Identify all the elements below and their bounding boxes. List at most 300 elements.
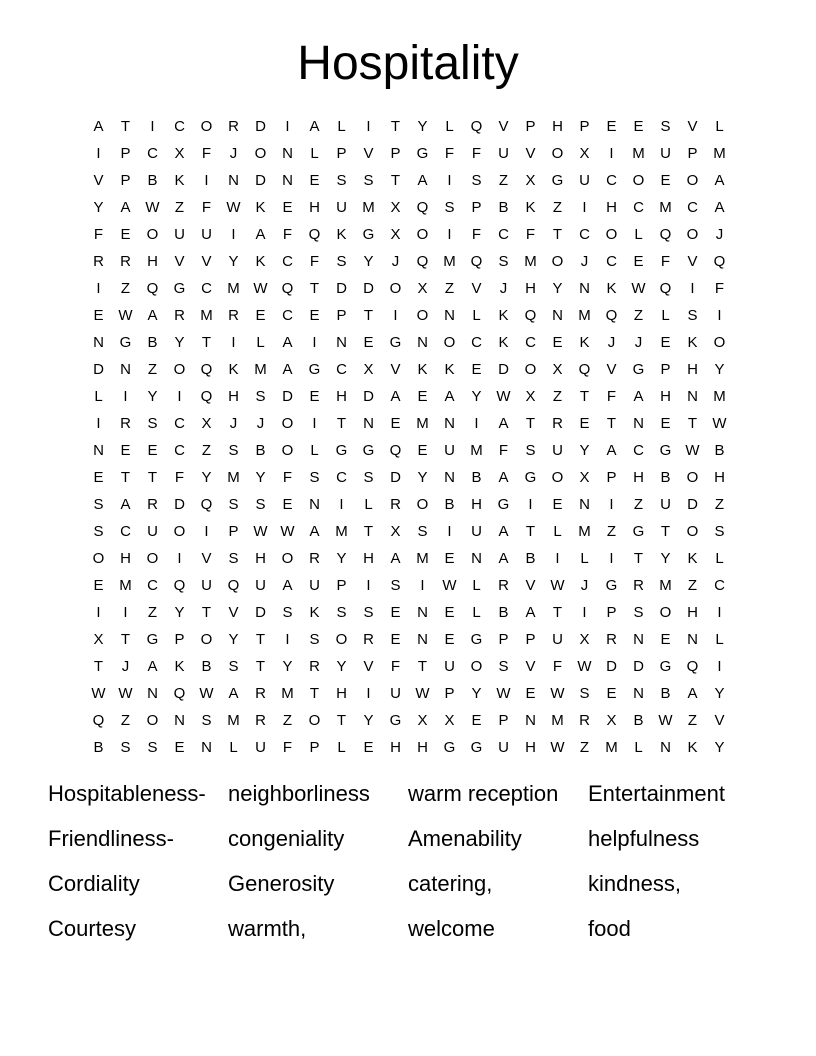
grid-letter: H <box>687 361 698 378</box>
grid-letter: K <box>309 604 320 621</box>
grid-letter: S <box>93 523 104 540</box>
grid-letter: C <box>687 199 698 216</box>
grid-letter: Q <box>200 496 213 513</box>
grid-letter: N <box>552 307 563 324</box>
grid-letter: O <box>281 415 294 432</box>
grid-letter: L <box>337 118 346 135</box>
grid-letter: S <box>228 550 239 567</box>
grid-letter: I <box>312 334 317 351</box>
grid-letter: V <box>174 253 185 270</box>
grid-letter: P <box>471 199 482 216</box>
grid-letter: A <box>309 523 320 540</box>
grid-letter: L <box>256 334 265 351</box>
grid-letter: L <box>580 550 589 567</box>
grid-letter: N <box>282 172 293 189</box>
grid-letter: G <box>362 442 375 459</box>
grid-letter: O <box>551 253 564 270</box>
grid-letter: E <box>660 172 671 189</box>
grid-letter: C <box>147 577 158 594</box>
grid-letter: E <box>660 415 671 432</box>
grid-letter: C <box>579 226 590 243</box>
grid-letter: P <box>687 145 698 162</box>
grid-letter: K <box>174 658 185 675</box>
grid-letter: O <box>551 145 564 162</box>
grid-letter: I <box>474 415 479 432</box>
grid-letter: G <box>470 631 483 648</box>
grid-letter: Q <box>605 307 618 324</box>
grid-letter: K <box>336 226 347 243</box>
grid-letter: Y <box>660 550 671 567</box>
grid-letter: U <box>444 442 455 459</box>
grid-letter: B <box>525 550 536 567</box>
grid-letter: D <box>255 172 266 189</box>
grid-letter: M <box>578 523 591 540</box>
grid-letter: M <box>551 712 564 729</box>
grid-letter: H <box>525 280 536 297</box>
grid-letter: J <box>229 145 238 162</box>
grid-letter: W <box>631 280 646 297</box>
grid-letter: F <box>282 469 293 486</box>
grid-letter: O <box>146 550 159 567</box>
grid-letter: M <box>335 523 348 540</box>
grid-letter: E <box>120 226 131 243</box>
grid-letter: Y <box>552 280 563 297</box>
grid-letter: M <box>200 307 213 324</box>
grid-letter: L <box>715 118 724 135</box>
grid-letter: T <box>417 658 428 675</box>
grid-letter: R <box>390 496 401 513</box>
grid-letter: R <box>120 415 131 432</box>
grid-letter: I <box>366 577 371 594</box>
grid-letter: E <box>93 469 104 486</box>
grid-letter: E <box>255 307 266 324</box>
grid-letter: D <box>633 658 644 675</box>
grid-letter: P <box>174 631 185 648</box>
grid-letter: W <box>253 523 268 540</box>
grid-row <box>85 599 733 626</box>
grid-letter: O <box>146 712 159 729</box>
grid-letter: J <box>634 334 643 351</box>
grid-letter: C <box>282 253 293 270</box>
grid-letter: F <box>471 226 482 243</box>
grid-letter: O <box>308 712 321 729</box>
grid-letter: E <box>660 631 671 648</box>
grid-letter: H <box>660 388 671 405</box>
grid-letter: G <box>659 442 672 459</box>
grid-letter: N <box>417 631 428 648</box>
grid-letter: F <box>552 658 563 675</box>
grid-letter: H <box>714 469 725 486</box>
grid-letter: I <box>366 685 371 702</box>
grid-letter: N <box>633 685 644 702</box>
grid-letter: V <box>525 658 536 675</box>
grid-letter: A <box>282 361 293 378</box>
grid-letter: F <box>498 442 509 459</box>
grid-letter: V <box>201 253 212 270</box>
grid-letter: O <box>389 280 402 297</box>
grid-letter: C <box>471 334 482 351</box>
grid-letter: I <box>717 307 722 324</box>
grid-letter: A <box>255 226 266 243</box>
grid-letter: U <box>498 145 509 162</box>
grid-letter: G <box>524 469 537 486</box>
grid-letter: G <box>605 577 618 594</box>
grid-letter: Q <box>578 361 591 378</box>
grid-letter: S <box>255 496 266 513</box>
grid-letter: V <box>363 145 374 162</box>
grid-letter: S <box>444 199 455 216</box>
grid-letter: P <box>336 145 347 162</box>
grid-letter: I <box>231 334 236 351</box>
grid-letter: V <box>390 361 401 378</box>
grid-letter: P <box>120 172 131 189</box>
grid-letter: J <box>229 415 238 432</box>
grid-letter: J <box>580 253 589 270</box>
grid-letter: T <box>336 415 347 432</box>
grid-letter: C <box>174 442 185 459</box>
grid-letter: X <box>390 226 401 243</box>
grid-letter: B <box>498 199 509 216</box>
grid-letter: A <box>120 199 131 216</box>
grid-letter: L <box>364 496 373 513</box>
grid-letter: O <box>416 226 429 243</box>
grid-letter: X <box>552 361 563 378</box>
grid-letter: D <box>282 388 293 405</box>
grid-letter: O <box>173 523 186 540</box>
grid-letter: C <box>633 442 644 459</box>
grid-letter: E <box>579 415 590 432</box>
grid-row <box>85 410 733 437</box>
grid-letter: Y <box>282 658 293 675</box>
grid-letter: I <box>177 550 182 567</box>
grid-letter: P <box>390 145 401 162</box>
grid-letter: S <box>201 712 212 729</box>
grid-letter: J <box>121 658 130 675</box>
grid-letter: Q <box>308 226 321 243</box>
grid-letter: E <box>444 550 455 567</box>
grid-row <box>85 626 733 653</box>
grid-letter: S <box>228 442 239 459</box>
grid-letter: Q <box>659 280 672 297</box>
grid-letter: E <box>282 199 293 216</box>
grid-letter: I <box>447 226 452 243</box>
grid-letter: S <box>417 523 428 540</box>
grid-letter: Y <box>417 118 428 135</box>
grid-letter: N <box>633 631 644 648</box>
grid-letter: W <box>91 685 106 702</box>
grid-letter: Z <box>687 712 698 729</box>
grid-letter: H <box>336 388 347 405</box>
grid-letter: S <box>93 496 104 513</box>
grid-letter: T <box>390 172 401 189</box>
grid-letter: S <box>498 253 509 270</box>
grid-letter: Y <box>336 658 347 675</box>
grid-letter: I <box>312 415 317 432</box>
grid-letter: K <box>255 253 266 270</box>
grid-letter: B <box>633 712 644 729</box>
word-list-item: Courtesy <box>48 916 137 941</box>
grid-letter: D <box>363 388 374 405</box>
grid-letter: Q <box>470 118 483 135</box>
word-list-row <box>48 821 788 866</box>
grid-letter: W <box>550 685 565 702</box>
word-list-item: warmth, <box>228 916 307 941</box>
grid-letter: V <box>525 145 536 162</box>
grid-letter: R <box>147 496 158 513</box>
grid-letter: K <box>606 280 617 297</box>
grid-letter: Q <box>92 712 105 729</box>
grid-letter: Y <box>714 739 725 756</box>
grid-letter: N <box>444 415 455 432</box>
grid-letter: W <box>712 415 727 432</box>
grid-letter: B <box>660 685 671 702</box>
grid-letter: T <box>363 523 374 540</box>
grid-letter: T <box>93 658 104 675</box>
grid-letter: L <box>715 550 724 567</box>
grid-letter: I <box>420 577 425 594</box>
grid-letter: S <box>525 442 536 459</box>
grid-letter: A <box>228 685 239 702</box>
grid-letter: W <box>415 685 430 702</box>
grid-letter: N <box>444 307 455 324</box>
grid-letter: S <box>660 118 671 135</box>
grid-letter: S <box>363 604 374 621</box>
grid-letter: B <box>93 739 104 756</box>
grid-letter: S <box>309 631 320 648</box>
grid-letter: U <box>660 145 671 162</box>
grid-letter: T <box>201 334 212 351</box>
grid-letter: N <box>93 442 104 459</box>
grid-letter: E <box>93 307 104 324</box>
grid-letter: S <box>687 307 698 324</box>
grid-letter: Y <box>255 469 266 486</box>
grid-letter: S <box>147 739 158 756</box>
grid-letter: U <box>255 739 266 756</box>
grid-letter: X <box>525 388 536 405</box>
grid-letter: Q <box>416 199 429 216</box>
grid-letter: Z <box>201 442 212 459</box>
grid-letter: A <box>687 685 698 702</box>
grid-letter: Y <box>714 361 725 378</box>
grid-letter: D <box>390 469 401 486</box>
grid-letter: N <box>201 739 212 756</box>
grid-letter: K <box>498 334 509 351</box>
grid-letter: N <box>471 550 482 567</box>
grid-row <box>85 572 733 599</box>
grid-letter: N <box>525 712 536 729</box>
grid-letter: E <box>390 604 401 621</box>
grid-letter: V <box>606 361 617 378</box>
grid-letter: S <box>471 172 482 189</box>
grid-letter: W <box>496 388 511 405</box>
word-list-item: kindness, <box>588 871 681 896</box>
grid-letter: U <box>660 496 671 513</box>
grid-letter: U <box>255 577 266 594</box>
grid-letter: M <box>713 388 726 405</box>
grid-letter: I <box>285 118 290 135</box>
grid-letter: I <box>393 307 398 324</box>
grid-letter: W <box>550 577 565 594</box>
grid-letter: S <box>390 577 401 594</box>
grid-letter: T <box>660 523 671 540</box>
grid-row <box>85 545 733 572</box>
grid-letter: Q <box>227 577 240 594</box>
grid-letter: C <box>282 307 293 324</box>
grid-letter: S <box>498 658 509 675</box>
grid-letter: F <box>660 253 671 270</box>
grid-letter: M <box>119 577 132 594</box>
grid-letter: A <box>714 172 725 189</box>
grid-letter: Y <box>714 685 725 702</box>
grid-letter: Z <box>498 172 509 189</box>
grid-letter: Z <box>579 739 590 756</box>
grid-letter: U <box>552 442 563 459</box>
grid-letter: O <box>713 334 726 351</box>
grid-letter: L <box>472 307 481 324</box>
grid-letter: G <box>497 496 510 513</box>
grid-letter: B <box>660 469 671 486</box>
grid-letter: Z <box>444 280 455 297</box>
grid-letter: R <box>93 253 104 270</box>
grid-letter: K <box>579 334 590 351</box>
grid-letter: X <box>444 712 455 729</box>
grid-letter: X <box>201 415 212 432</box>
grid-letter: M <box>659 199 672 216</box>
grid-letter: C <box>336 361 347 378</box>
grid-letter: M <box>605 739 618 756</box>
grid-letter: R <box>228 118 239 135</box>
grid-letter: P <box>120 145 131 162</box>
grid-letter: R <box>633 577 644 594</box>
grid-letter: V <box>93 172 104 189</box>
grid-letter: E <box>606 118 617 135</box>
grid-letter: G <box>146 631 159 648</box>
grid-letter: S <box>633 604 644 621</box>
grid-letter: Q <box>146 280 159 297</box>
grid-letter: Q <box>416 253 429 270</box>
grid-letter: I <box>150 118 155 135</box>
grid-letter: C <box>174 118 185 135</box>
grid-letter: I <box>123 604 128 621</box>
grid-letter: A <box>498 469 509 486</box>
grid-letter: H <box>525 739 536 756</box>
grid-letter: P <box>498 631 509 648</box>
grid-letter: X <box>417 712 428 729</box>
grid-letter: W <box>199 685 214 702</box>
grid-letter: E <box>444 604 455 621</box>
grid-letter: H <box>687 604 698 621</box>
grid-row <box>85 464 733 491</box>
grid-letter: P <box>606 604 617 621</box>
grid-letter: H <box>390 739 401 756</box>
grid-letter: S <box>336 253 347 270</box>
grid-letter: P <box>309 739 320 756</box>
grid-letter: Y <box>417 469 428 486</box>
grid-letter: Y <box>471 388 482 405</box>
grid-letter: M <box>470 442 483 459</box>
grid-letter: O <box>281 442 294 459</box>
grid-letter: I <box>717 658 722 675</box>
grid-row <box>85 491 733 518</box>
grid-letter: O <box>200 118 213 135</box>
grid-letter: O <box>146 226 159 243</box>
grid-letter: U <box>201 226 212 243</box>
grid-letter: Z <box>633 496 644 513</box>
word-list-item: congeniality <box>228 826 345 851</box>
grid-letter: U <box>471 523 482 540</box>
grid-letter: E <box>390 415 401 432</box>
grid-letter: I <box>204 172 209 189</box>
grid-letter: O <box>254 145 267 162</box>
grid-letter: S <box>228 658 239 675</box>
grid-letter: Q <box>686 658 699 675</box>
grid-letter: N <box>687 388 698 405</box>
grid-letter: T <box>120 118 131 135</box>
grid-letter: F <box>714 280 725 297</box>
grid-letter: F <box>390 658 401 675</box>
grid-letter: G <box>389 712 402 729</box>
grid-letter: Y <box>228 253 239 270</box>
grid-letter: I <box>96 604 101 621</box>
grid-letter: E <box>633 118 644 135</box>
grid-letter: K <box>687 334 698 351</box>
grid-letter: C <box>120 523 131 540</box>
grid-letter: L <box>310 145 319 162</box>
grid-letter: H <box>120 550 131 567</box>
grid-letter: L <box>310 442 319 459</box>
grid-letter: N <box>363 415 374 432</box>
grid-letter: O <box>686 226 699 243</box>
grid-letter: I <box>609 145 614 162</box>
grid-letter: I <box>609 496 614 513</box>
grid-letter: I <box>447 523 452 540</box>
grid-letter: E <box>633 253 644 270</box>
grid-letter: T <box>363 307 374 324</box>
grid-letter: N <box>309 496 320 513</box>
grid-letter: O <box>335 631 348 648</box>
grid-letter: N <box>417 604 428 621</box>
grid-row <box>85 221 733 248</box>
grid-letter: E <box>93 577 104 594</box>
grid-letter: U <box>201 577 212 594</box>
grid-letter: K <box>525 199 536 216</box>
grid-letter: L <box>634 739 643 756</box>
grid-letter: G <box>362 226 375 243</box>
grid-letter: X <box>525 172 536 189</box>
grid-letter: E <box>309 307 320 324</box>
word-list-item: Friendliness- <box>48 826 174 851</box>
grid-letter: M <box>227 712 240 729</box>
grid-letter: U <box>498 739 509 756</box>
grid-letter: T <box>390 118 401 135</box>
grid-letter: A <box>309 118 320 135</box>
grid-letter: I <box>447 172 452 189</box>
grid-letter: Z <box>687 577 698 594</box>
grid-letter: M <box>416 550 429 567</box>
grid-letter: E <box>309 172 320 189</box>
grid-letter: S <box>363 469 374 486</box>
grid-letter: B <box>255 442 266 459</box>
grid-letter: O <box>443 334 456 351</box>
grid-letter: G <box>173 280 186 297</box>
grid-letter: H <box>417 739 428 756</box>
grid-letter: Z <box>714 496 725 513</box>
grid-letter: U <box>309 577 320 594</box>
grid-letter: O <box>659 604 672 621</box>
grid-letter: C <box>714 577 725 594</box>
grid-letter: R <box>363 631 374 648</box>
grid-letter: J <box>607 334 616 351</box>
